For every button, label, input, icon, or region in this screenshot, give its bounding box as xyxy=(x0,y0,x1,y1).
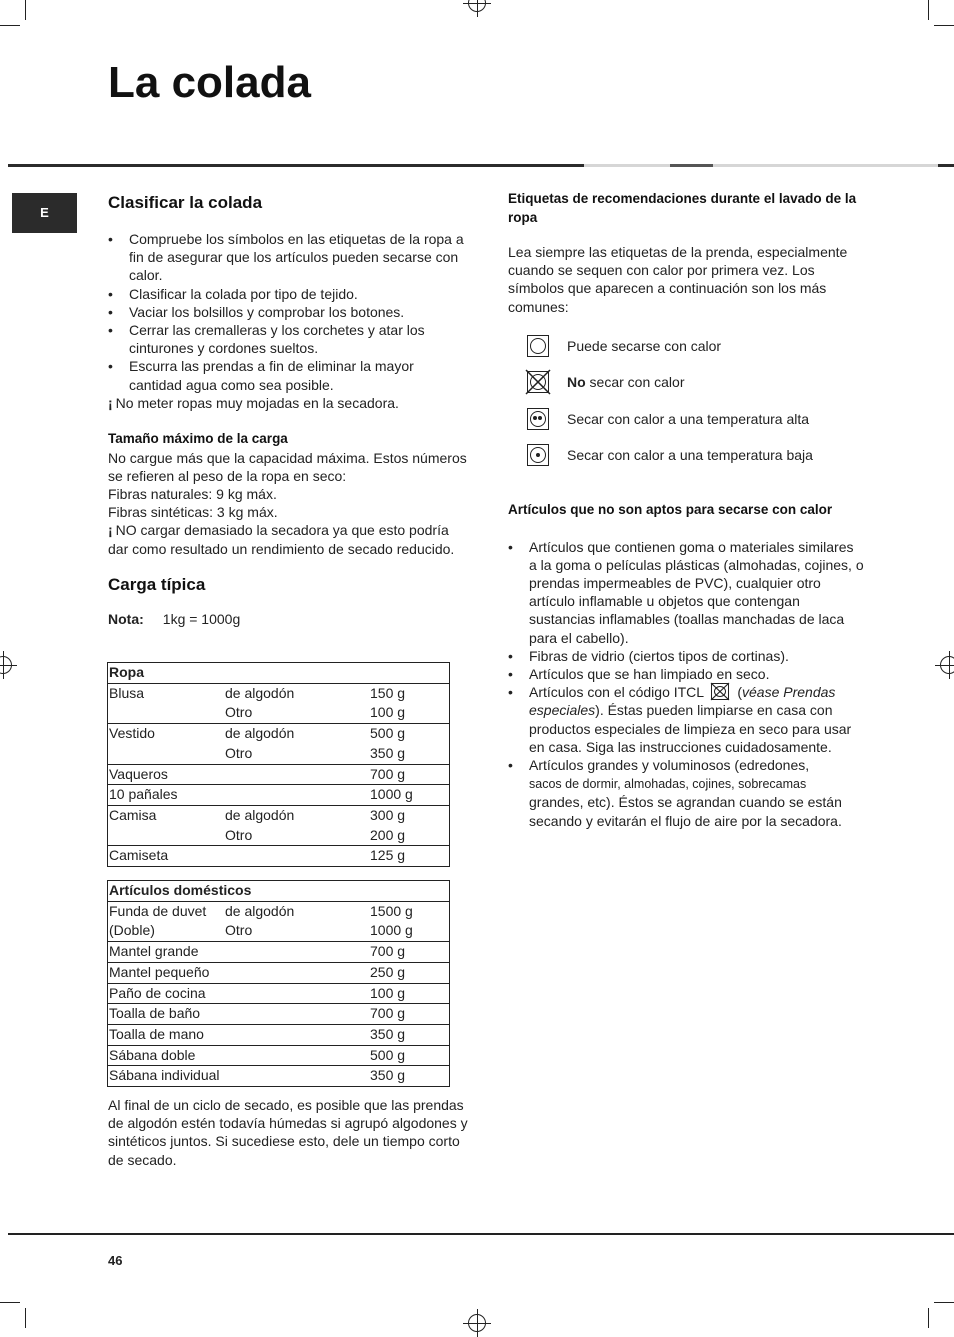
left-column xyxy=(108,192,468,628)
item-name xyxy=(108,703,225,723)
weight: 500 g xyxy=(369,724,450,744)
synthetic-fibres: Fibras sintéticas: 3 kg máx. xyxy=(108,504,278,521)
list-item: • Clasificar la colada por tipo de tejido. xyxy=(108,285,468,303)
item-name: Sábana individual xyxy=(108,1066,225,1087)
table-row xyxy=(108,785,450,806)
household-table xyxy=(107,880,450,1087)
item-name: Mantel grande xyxy=(108,942,225,963)
weight: 350 g xyxy=(369,1066,450,1087)
table-row xyxy=(108,1004,450,1025)
fabric-type xyxy=(224,846,369,867)
weight: 150 g xyxy=(369,683,450,703)
itcl-text-rest: ). Éstas pueden limpiarse en casa con productos especiales de limpieza en seco para usar en casa. Siga las instrucciones cuidadosamente. xyxy=(529,702,852,755)
weight: 200 g xyxy=(370,826,406,843)
max-load-heading: Tamaño máximo de la carga xyxy=(108,431,288,447)
item-name: Blusa xyxy=(108,683,225,703)
weight: 1000 g xyxy=(370,922,413,939)
list-item xyxy=(508,756,864,830)
table-row xyxy=(108,983,450,1004)
itcl-reference: véase Prendas especiales xyxy=(529,684,836,719)
max-load-text: No cargue más que la capacidad máxima. Estos números se refieren al peso de la ropa en seco: xyxy=(108,449,467,484)
sort-list xyxy=(108,230,468,394)
warning-mark: ¡ xyxy=(108,522,113,539)
symbol-row xyxy=(527,441,813,469)
table-row xyxy=(108,703,450,723)
tumble-dry-high-icon xyxy=(527,408,549,430)
fabric-type: Otro xyxy=(225,826,253,843)
list-item: • Artículos que se han limpiado en seco. xyxy=(508,665,864,683)
weight: 700 g xyxy=(369,1004,450,1025)
weight: 1500 g xyxy=(369,901,450,921)
item-name: Toalla de mano xyxy=(108,1024,225,1045)
bulky-text-rest: grandes, etc). Éstos se agrandan cuando se están secando y evitarán el flujo de aire por la secadora. xyxy=(529,794,842,829)
list-item: • Cerrar las cremalleras y los corchetes y atar los cinturones y cordones sueltos. xyxy=(108,321,468,357)
table-row xyxy=(108,724,450,744)
item-name: (Doble) xyxy=(109,922,155,939)
table-row xyxy=(108,846,450,867)
fabric-type xyxy=(224,1024,369,1045)
weight: 300 g xyxy=(369,805,450,825)
fabric-type: de algodón xyxy=(224,805,369,825)
unsuitable-heading: Artículos que no son aptos para secarse con calor xyxy=(508,502,833,517)
table-row xyxy=(108,962,450,983)
sort-heading: Clasificar la colada xyxy=(108,193,263,212)
wet-warning-text: No meter ropas muy mojadas en la secadora. xyxy=(115,394,399,411)
clothes-table xyxy=(107,662,450,867)
list-item: • Escurra las prendas a fin de eliminar la mayor cantidad agua como sea posible. xyxy=(108,357,468,393)
weight-note xyxy=(108,610,468,628)
fabric-type xyxy=(224,764,369,785)
labels-text: Lea siempre las etiquetas de la prenda, especialmente cuando se sequen con calor por primera vez. Los símbolos que aparecen a continuación son los más comunes: xyxy=(508,244,848,315)
item-name: Sábana doble xyxy=(108,1045,225,1066)
weight: 100 g xyxy=(369,983,450,1004)
footer-rule xyxy=(8,1233,954,1235)
itcl-icon xyxy=(711,683,729,700)
fabric-type xyxy=(224,962,369,983)
itcl-text: Artículos con el código ITCL xyxy=(529,684,704,701)
item-name: 10 pañales xyxy=(108,785,225,806)
weight: 125 g xyxy=(369,846,450,867)
typical-heading: Carga típica xyxy=(108,574,206,594)
fabric-type: de algodón xyxy=(224,683,369,703)
fabric-type xyxy=(224,942,369,963)
symbol-label: Secar con calor a una temperatura baja xyxy=(567,446,813,463)
table-row xyxy=(108,1066,450,1087)
weight: 250 g xyxy=(369,962,450,983)
table-row xyxy=(108,921,450,941)
item-name: Paño de cocina xyxy=(108,983,225,1004)
fabric-type: Otro xyxy=(225,922,253,939)
item-name: Vestido xyxy=(108,724,225,744)
list-item: • Artículos que contienen goma o materiales similares a la goma o películas plásticas (almohadas, cojines, o prendas impermeables de PVC), cualquier otro artículo inflamable u objetos que contengan sustancias inflamables (toallas manchadas de laca para el cabello). xyxy=(508,538,864,647)
unsuitable-section xyxy=(508,501,864,830)
fabric-type: Otro xyxy=(225,704,253,721)
item-name: Vaqueros xyxy=(108,764,225,785)
warning-mark: ¡ xyxy=(108,394,113,411)
tumble-dry-icon xyxy=(527,335,549,357)
list-item xyxy=(508,683,864,756)
weight: 100 g xyxy=(370,704,406,721)
page-number: 46 xyxy=(108,1253,123,1268)
item-name: Toalla de baño xyxy=(108,1004,225,1025)
note-label: Nota: xyxy=(108,610,144,627)
symbol-label-text: secar con calor xyxy=(585,373,685,390)
fabric-type xyxy=(224,785,369,806)
bulky-text-small: sacos de dormir, almohadas, cojines, sobrecamas xyxy=(529,777,807,792)
table-row xyxy=(108,1045,450,1066)
fabric-type: Otro xyxy=(225,744,253,761)
natural-fibres: Fibras naturales: 9 kg máx. xyxy=(108,485,277,502)
item-name xyxy=(108,744,225,764)
list-item: • Vaciar los bolsillos y comprobar los botones. xyxy=(108,303,468,321)
tumble-dry-low-icon xyxy=(527,444,549,466)
fabric-type xyxy=(224,1066,369,1087)
table-row xyxy=(108,826,450,846)
unsuitable-list xyxy=(508,538,864,830)
table-header-row xyxy=(108,663,450,684)
fabric-type: de algodón xyxy=(224,901,369,921)
fabric-type xyxy=(224,1045,369,1066)
do-not-tumble-dry-icon xyxy=(527,371,549,393)
weight: 500 g xyxy=(369,1045,450,1066)
weight: 350 g xyxy=(370,744,406,761)
list-item: • Compruebe los símbolos en las etiquetas de la ropa a fin de asegurar que los artículos pueden secarse con calor. xyxy=(108,230,468,285)
note-value: 1kg = 1000g xyxy=(162,610,241,627)
language-tab: E xyxy=(12,193,77,233)
weight: 700 g xyxy=(369,764,450,785)
table-row xyxy=(108,942,450,963)
item-name: Mantel pequeño xyxy=(108,962,225,983)
fabric-type xyxy=(224,983,369,1004)
wet-warning xyxy=(108,394,468,412)
table-row xyxy=(108,901,450,921)
itcl-open-paren: ( xyxy=(737,684,743,701)
table-header-row xyxy=(108,881,450,902)
symbol-row xyxy=(527,405,809,433)
bulky-text: Artículos grandes y voluminosos (edredones, xyxy=(529,756,810,773)
list-item: • Fibras de vidrio (ciertos tipos de cortinas). xyxy=(508,647,864,665)
end-note: Al final de un ciclo de secado, es posible que las prendas de algodón estén todavía húmedas si agrupó algodones y sintéticos juntos. Si sucediese esto, dele un tiempo corto de secado. xyxy=(108,1097,468,1168)
symbol-label xyxy=(567,373,685,391)
table-row xyxy=(108,1024,450,1045)
overload-warning-text: NO cargar demasiado la secadora ya que esto podría dar como resultado un rendimiento de secado reducido. xyxy=(108,522,455,557)
symbol-label: Secar con calor a una temperatura alta xyxy=(567,410,810,427)
page-title: La colada xyxy=(108,58,311,107)
item-name: Camisa xyxy=(108,805,225,825)
table-row xyxy=(108,764,450,785)
symbol-row xyxy=(527,332,721,360)
weight: 700 g xyxy=(369,942,450,963)
fabric-type: de algodón xyxy=(224,724,369,744)
symbol-row xyxy=(527,368,685,396)
table-row xyxy=(108,744,450,764)
weight: 350 g xyxy=(369,1024,450,1045)
weight: 1000 g xyxy=(369,785,450,806)
overload-warning xyxy=(108,521,468,557)
item-name xyxy=(108,826,225,846)
table-header: Ropa xyxy=(108,663,450,684)
item-name: Funda de duvet xyxy=(108,901,225,921)
symbol-label: Puede secarse con calor xyxy=(567,337,722,354)
table-header: Artículos domésticos xyxy=(108,881,450,902)
table-row xyxy=(108,683,450,703)
right-column xyxy=(508,190,864,316)
table-row xyxy=(108,805,450,825)
symbol-label-bold: No xyxy=(567,373,586,390)
item-name: Camiseta xyxy=(108,846,225,867)
fabric-type xyxy=(224,1004,369,1025)
labels-heading: Etiquetas de recomendaciones durante el lavado de la ropa xyxy=(508,191,857,225)
